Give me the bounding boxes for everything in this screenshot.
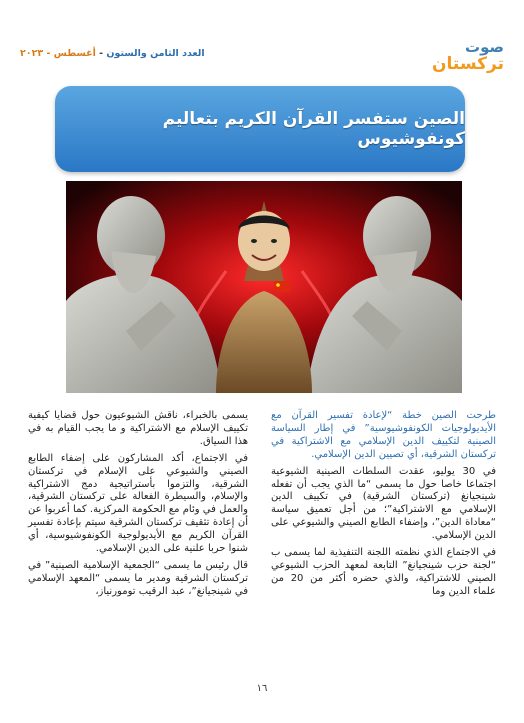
article-illustration [66,181,462,393]
article-column-right [271,410,496,603]
article-paragraph: يسمى بالخبراء، ناقش الشيوعيون حول قضايا كيفية تكييف الإسلام مع الاشتراكية و ما يجب القيام به في هذا السياق. [28,410,248,447]
logo-text-top: صوت [465,38,504,56]
article-paragraph: في الاجتماع، أكد المشاركون على إضفاء الطابع الصيني والشيوعي على الإسلام في تركستان الشرقية، والتزموا بأستراتيجية دمج الاشتراكية والإسلام، والسيطرة الفعالة على تركستان الشرقية، والعمل في وئام مع الحكومة المركزية. كما أعربوا عن أن إعادة تثقيف تركستان الشرقية سيتم بإعادة تفسير القرآن الكريم مع الأيديولوجية الكونفوشيوسية، أي شنوا حربا علنية على الدين الإسلامي. [28,452,248,555]
issue-separator: - [95,48,107,59]
article-lead: طرحت الصين خطة “لإعادة تفسير القرآن مع الأيديولوجيات الكونفوشيوسية” في إطار السياسة الصينية لتكييف الدين الإسلامي مع الاشتراكية في تركستان الشرقية، أي تصيين الدين الإسلامي. [271,410,496,460]
illustration-graphic [66,181,462,393]
article-paragraph: قال رئيس ما يسمى “الجمعية الإسلامية الصينية” في تركستان الشرقية ومدير ما يسمى “المعهد الإسلامي في شينجيانغ”، عبد الرقيب تومورنياز، [28,559,248,597]
issue-info [20,48,320,59]
issue-title: العدد الثامن والستون [106,48,205,59]
article-title: الصين ستفسر القرآن الكريم بتعاليم كونفوشيوس [162,109,465,149]
logo-text-bottom: تركستان [432,54,504,74]
page-number: ١٦ [256,683,268,694]
page-header [20,40,504,74]
title-banner [55,86,465,172]
article-paragraph: في 30 يوليو، عقدت السلطات الصينية الشيوعية اجتماعا خاصا حول ما يسمى “ما الذي يجب أن تفعله شينجيانغ (تركستان الشرقية) في تكييف الدين الإسلامي مع الاشتراكية”؛ من أجل تعميق سياسة “معاداة الدين”، وإضفاء الطابع الصيني والشيوعي على الدين الإسلامي. [271,465,496,542]
issue-date: أغسطس - ٢٠٢٣ [20,48,96,59]
magazine-logo [424,40,504,74]
article-column-left [28,410,248,603]
article-paragraph: في الاجتماع الذي نظمته اللجنة التنفيذية لما يسمى ب “لجنة حزب شينجيانغ” التابعة لمعهد الحزب الشيوعي الصيني للاشتراكية، والذي حضره أكثر من 20 من علماء الدين وما [271,547,496,597]
